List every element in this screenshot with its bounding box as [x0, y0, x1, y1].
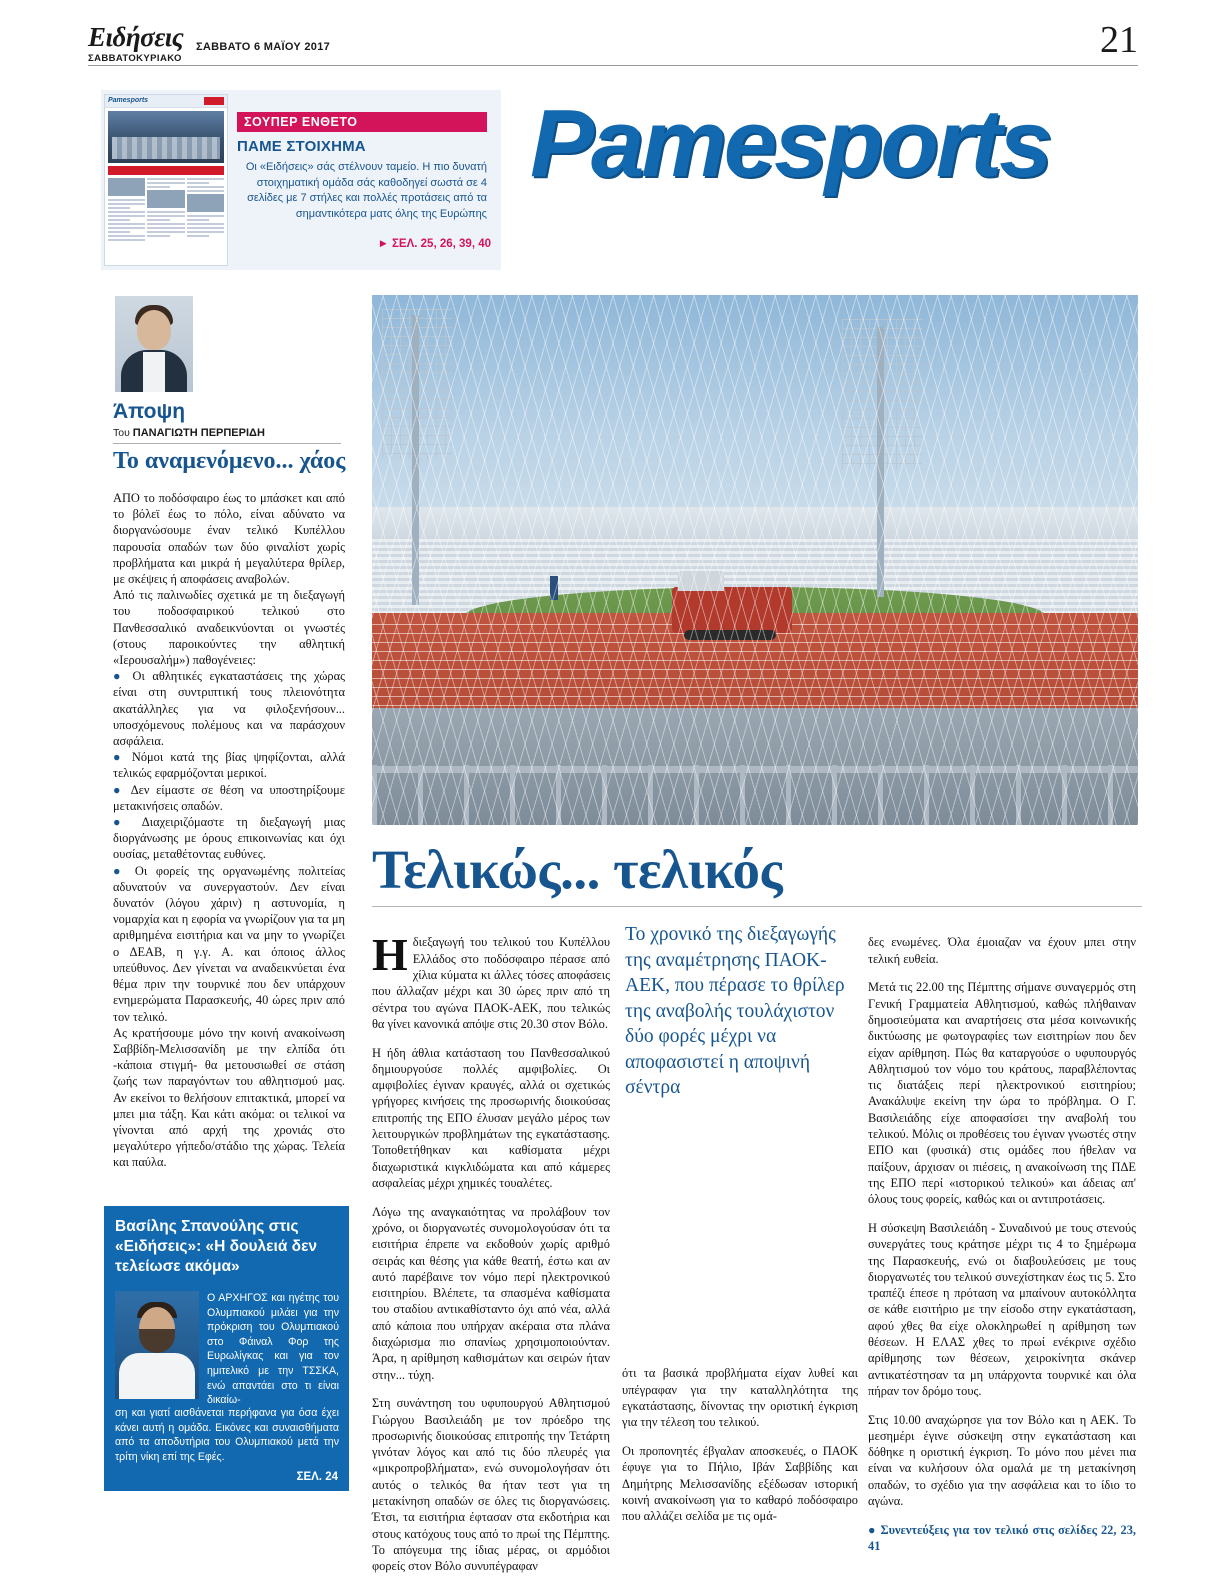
promo-box[interactable]: [101, 90, 501, 270]
spanoulis-title: Βασίλης Σπανούλης στις «Ειδήσεις»: «Η δουλειά δεν τελείωσε ακόμα»: [115, 1218, 318, 1275]
opinion-body: [113, 490, 345, 1171]
opinion-bullet: [113, 863, 345, 1025]
arrow-icon: ►: [377, 238, 390, 250]
byline-prefix: Του: [113, 427, 130, 439]
promo-thumb-photo: [108, 111, 224, 163]
cross-reference-text: Συνεντεύξεις για τον τελικό στις σελίδες 22, 23, 41: [868, 1522, 1136, 1554]
opinion-bullet: [113, 782, 345, 814]
opinion-byline: [113, 427, 343, 439]
bullet-icon: ●: [113, 750, 132, 765]
opinion-bullet: [113, 668, 345, 749]
promo-body: Οι «Ειδήσεις» σάς στέλνουν ταμείο. Η πιο δυνατή στοιχηματική ομάδα σάς καθοδηγεί σωστά σε 4 σελίδες με 7 στήλες και πολλές προτάσεις από τα σημαντικότερα ματς όλης της Ευρώπης: [245, 161, 487, 220]
bullet-icon: ●: [868, 1522, 881, 1537]
promo-pages-label: ΣΕΛ. 25, 26, 39, 40: [392, 238, 491, 250]
promo-tag: ΣΟΥΠΕΡ ΕΝΘΕΤΟ: [237, 112, 487, 132]
spanoulis-text-part2: ση και γιατί αισθάνεται περήφανα για όσα έχει κάνει αυτή η ομάδα. Εικόνες και συναισθήματα από τα αποδυτήρια του Ολυμπιακού μετά την τρίτη νίκη επί της Εφές.: [115, 1407, 339, 1463]
opinion-bullet-text: Νόμοι κατά της βίας ψηφίζονται, αλλά τελικώς εφαρμόζονται μερικοί.: [113, 750, 345, 781]
masthead: [88, 19, 1138, 66]
article-column-2: [622, 1353, 858, 1537]
article-paragraph: Στις 10.00 αναχώρησε για τον Βόλο και η ΑΕΚ. Το μεσημέρι έγινε σύσκεψη στην εγκατάσταση και δόθηκε η οριστική έγκριση. Το μόνο που μένει πια είναι να κυλήσουν όλα ομαλά με τη μετακίνηση οπαδών, το σχέδιο για την ασφάλεια και το ίδιο το αγώνα.: [868, 1412, 1136, 1509]
opinion-bullet-text: Οι φορείς της οργανωμένης πολιτείας αδυνατούν να συνεργαστούν. Δεν είναι δυνατόν (λόγου χάριν) η αστυνομία, η νομαρχία και η εφορία να γνωρίζουν για τα μη αριθμημένα εισιτήρια και να μην το γνωρίζει ο ΔΕΑΒ, η γ.γ. Α. και όποιος άλλος υπεύθυνος. Δεν γίνεται να αναδεικνύεται ένα θέμα πριν την τουρνικέ που δεν υπάρχουν ενημερώματα Παρασκευής, 40 ώρες πριν από τον τελικό.: [113, 863, 345, 1024]
opinion-bullet: [113, 814, 345, 863]
opinion-bullet-text: Οι αθλητικές εγκαταστάσεις της χώρας είναι στη συντριπτική τους πλειονότητα ακατάλληλες για να φιλοξενήσουν... υποσχόμενους πολέμους και να παράσχουν ασφάλεια.: [113, 669, 345, 749]
opinion-divider: [113, 443, 341, 444]
article-paragraph: Στη συνάντηση του υφυπουργού Αθλητισμού Γιώργου Βασιλειάδη με τον πρόεδρο της προσωρινής διοικούσας επιτροπής την Τετάρτη γινόταν λόγος και από τις δύο πλευρές για «μικροπροβλήματα», ενώ συνομολογήσαν ότι αυτός ο τελικός θα ήταν τεστ για τη μετακίνηση οπαδών σε όλες τις διοργανώσεις. Έτσι, τα εισιτήρια έφτασαν στα εκδοτήρια και στους κατόχους τους από το πρωί της Πέμπτης. Το απόγευμα της ίδιας μέρας, οι αρμόδιοι φορείς στον Βόλο συνυπέγραφαν: [372, 1396, 610, 1574]
promo-thumb-caption-bar: [108, 166, 224, 175]
article-paragraph: διεξαγωγή του τελικού του Κυπέλλου Ελλάδος στο ποδόσφαιρο πέρασε από χίλια κύματα κι άλλες τόσες αποφάσεις που άλλαζαν μέχρι και 30 ώρες πριν από τη σέντρα του αγώνα ΠΑΟΚ-ΑΕΚ, που τελικώς θα γίνει κανονικά απόψε στις 20.30 στον Βόλο.: [372, 935, 610, 1031]
spanoulis-photo: [115, 1291, 199, 1399]
promo-thumb-badge: [204, 97, 224, 105]
article-cross-reference[interactable]: [868, 1522, 1136, 1555]
article-paragraph: ότι τα βασικά προβλήματα είχαν λυθεί και υπέγραφαν για την καταλληλότητα της εγκατάστασης, δίνοντας την οριστική έγκριση για την τέλεση του τελικού.: [622, 1366, 858, 1430]
promo-title: ΠΑΜΕ ΣΤΟΙΧΗΜΑ: [237, 138, 366, 155]
opinion-label: Άποψη: [113, 400, 186, 423]
page-number: 21: [1100, 19, 1138, 61]
bullet-icon: ●: [113, 863, 135, 878]
opinion-bullet: [113, 749, 345, 781]
bullet-icon: ●: [113, 782, 131, 797]
article-paragraph: Η ήδη άθλια κατάσταση του Πανθεσσαλικού δημιουργούσε πολλές αμφιβολίες. Οι αμφιβολίες έγιναν κραυγές, αλλά οι σχετικώς γρήγορες κινήσεις της προσωρινής διοικούσας επιτροπής της ΕΠΟ έλυσαν μεγάλο μέρος των λειτουργικών προβλημάτων της εγκατάστασης. Τοποθετήθηκαν και καθίσματα μέχρι διαχωριστικά κιγκλιδώματα και από κάμερες ασφαλείας μέχρι χημικές τουαλέτες.: [372, 1045, 610, 1190]
promo-thumbnail: [104, 94, 228, 266]
article-paragraph: Λόγω της αναγκαιότητας να προλάβουν τον χρόνο, οι διοργανωτές συνομολογούσαν ότι τα εισιτήρια έπρεπε να εκδοθούν χωρίς αριθμό σειράς και θέσης για κάθε θεατή, έστω και αν αυτό παρέβαινε τον νόμο περί ηλεκτρονικού εισιτηρίου. Βλέπετε, τα σπασμένα καθίσματα του σταδίου αντικαθίσταντο όχι από νέα, αλλά από κάποια που υπήρχαν ακέραια στα πλάνα διαχώρισμα πιο σπανίως χρησιμοποιούνταν. Άρα, η αρίθμηση καθισμάτων και σειρών ήταν στην... τύχη.: [372, 1204, 610, 1382]
opinion-paragraph: Ας κρατήσουμε μόνο την κοινή ανακοίνωση Σαββίδη-Μελισσανίδη με την ελπίδα ότι -κάποια στιγμή- θα μετουσιωθεί σε στάση ζωής των παραγόντων του αθλητισμού μας. Αν εκείνοι το θελήσουν επιτακτικά, μπορεί να μπει μια τάξη. Και κάτι ακόμα: οι τελικοί να γίνονται από αρχή της χρονιάς στο μεγαλύτερο γήπεδο/στάδιο της χώρας. Τελεία και παύλα.: [113, 1025, 345, 1170]
photo-fence-overlay: [372, 295, 1138, 825]
columnist-photo: [115, 296, 193, 392]
promo-thumb-logo: Pamesports: [108, 97, 149, 104]
spanoulis-page-ref: ΣΕΛ. 24: [296, 1471, 338, 1483]
promo-pages-link[interactable]: [351, 238, 491, 250]
article-paragraph: δες ενωμένες. Όλα έμοιαζαν να έχουν μπει στην τελική ευθεία.: [868, 935, 1136, 966]
bullet-icon: ●: [113, 815, 142, 830]
opinion-paragraph: ΑΠΟ το ποδόσφαιρο έως το μπάσκετ και από το βόλεϊ έως το πόλο, είναι αδύνατο να διοργανώσουμε έναν τελικό Κυπέλλου παρουσία οπαδών των δύο φιναλίστ χωρίς προβλήματα και μικρά ή μεγαλύτερα θρίλερ, με σκέψεις ή αποφάσεις αναβολών.: [113, 491, 345, 587]
main-photo-stadium: [372, 295, 1138, 825]
article-column-3: [868, 922, 1136, 1567]
masthead-subtitle: ΣΑΒΒΑΤΟΚΥΡΙΑΚΟ: [88, 53, 182, 64]
bullet-icon: ●: [113, 669, 133, 684]
article-deck: Το χρονικό της διεξαγωγής της αναμέτρησης ΠΑΟΚ-ΑΕΚ, που πέρασε το θρίλερ της αναβολής τουλάχιστον δύο φορές μέχρι να αποφασιστεί η αποψινή σέντρα: [625, 924, 845, 1098]
spanoulis-teaser-box[interactable]: [104, 1206, 349, 1491]
promo-thumb-columns: [108, 178, 224, 243]
pamesports-logo: Pamesports: [530, 90, 1050, 197]
opinion-bullet-text: Δεν είμαστε σε θέση να υποστηρίξουμε μετακινήσεις οπαδών.: [113, 782, 345, 813]
article-paragraph: Οι προπονητές έβγαλαν αποσκευές, ο ΠΑΟΚ έφυγε για το Πήλιο, Ιβάν Σαββίδης και Δημήτρης Μελισσανίδης εξέδωσαν ιστορική κοινή ανακοίνωση για το καθαρό ποδόσφαιρο που αλλάζει σελίδα με τις ομά-: [622, 1443, 858, 1524]
masthead-logo: Ειδήσεις: [88, 22, 184, 52]
article-column-1: [372, 922, 610, 1587]
spanoulis-text-part1: Ο ΑΡΧΗΓΟΣ και ηγέτης του Ολυμπιακού μιλάει για την πρόκριση του Ολυμπιακού στο Φάιναλ Φορ της Ευρωλίγκας και για τον ημιτελικό με την ΤΣΣΚΑ, ενώ απαντάει στο τι είναι δικαίω-: [207, 1292, 339, 1407]
drop-cap: Η: [372, 929, 408, 981]
opinion-title: Το αναμενόμενο... χάος: [113, 448, 346, 474]
headline-divider: [372, 906, 1142, 907]
opinion-bullet-text: Διαχειριζόμαστε τη διεξαγωγή μιας διοργάνωσης με όρους επικοινωνίας και όχι ουσίας, μεταθέτοντας ευθύνες.: [113, 815, 345, 862]
opinion-paragraph: Από τις παλινωδίες σχετικά με τη διεξαγωγή του ποδοσφαιρικού τελικού στο Πανθεσσαλικό αναδεικνύονται οι γνωστές (στους παροικούντες την αθλητική «Ιερουσαλήμ») παθογένειες:: [113, 588, 345, 668]
article-paragraph: Μετά τις 22.00 της Πέμπτης σήμανε συναγερμός στη Γενική Γραμματεία Αθλητισμού, καθώς πλήθαιναν δημοσιεύματα και αναρτήσεις στα μέσα κοινωνικής δικτύωσης με φωτογραφίες των εισιτηρίων που δεν είχαν αρίθμηση. Πώς θα καταργούσε ο υφυπουργός Αθλητισμού τον νόμο του κράτους, παραβλέποντας τις διατάξεις περί ηλεκτρονικού εισιτηρίου; Ανακάλυψε εκείνη την ώρα το πρόβλημα. Ο Γ. Βασιλειάδης είχε αποφασίσει την αναβολή του τελικού. Μόλις οι προθέσεις του έγιναν γνωστές στην ΕΠΟ και (φυσικά) στις ομάδες που ήθελαν να παίξουν, άρχισαν οι πιέσεις, η ανακοίνωση της ΠΔΕ της ΕΠΟ περί «ιστορικού τελικού» και άδειας απ' όλους τους φορείς, καθώς και οι αντιπροτάσεις.: [868, 980, 1136, 1207]
byline-name: ΠΑΝΑΓΙΩΤΗ ΠΕΡΠΕΡΙΔΗ: [132, 427, 265, 439]
article-headline: Τελικώς... τελικός: [372, 839, 783, 900]
masthead-date: ΣΑΒΒΑΤΟ 6 ΜΑΪΟΥ 2017: [196, 41, 331, 53]
article-paragraph: Η σύσκεψη Βασιλειάδη - Συναδινού με τους στενούς συνεργάτες τους κράτησε μέχρι τις 4 το ξημέρωμα της Παρασκευής, ενώ οι διαβουλεύσεις με τους διοργανωτές του τελικού συνεχίστηκαν έως τις 5. Στο τραπέζι έπεσε η πρόταση να μπαίνουν αυτοκόλλητα σε κάθε εισιτήριο με την είσοδο στην εγκατάσταση, αφού χθες θα είχε ολοκληρωθεί η αρίθμηση των θέσεων. Η ΕΛΑΣ χθες το πρωί ενέκρινε σχέδιο αρίθμησης των θέσεων, χειροκίνητα σκάνερ αντικατέστησαν τα μη υπάρχοντα τουρνικέ και όλα πήραν τον δρόμο τους.: [868, 1220, 1136, 1398]
